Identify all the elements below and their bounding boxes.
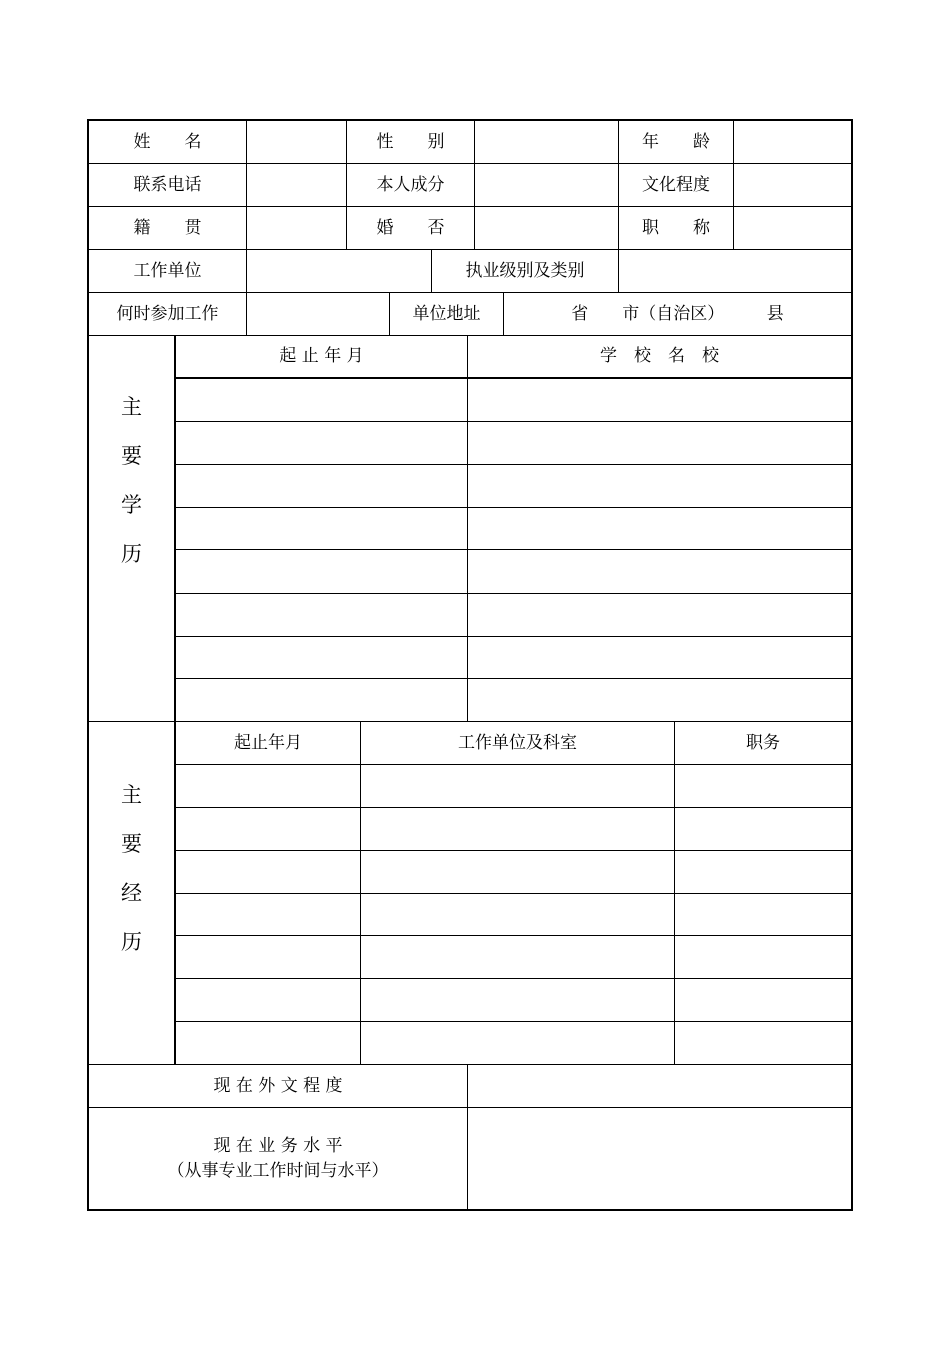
field-education-level[interactable] <box>734 164 851 206</box>
field-title[interactable] <box>734 207 851 249</box>
field-language-level[interactable] <box>468 1065 851 1107</box>
row-divider <box>175 893 851 894</box>
row-divider <box>175 507 851 508</box>
label-native-place: 籍 贯 <box>133 217 202 238</box>
section-divider <box>174 335 176 721</box>
label-married: 婚 否 <box>376 217 445 238</box>
row-divider <box>175 764 851 765</box>
exp-col-unit: 工作单位及科室 <box>458 732 577 753</box>
edu-col-period: 起 止 年 月 <box>279 346 364 367</box>
experience-section-label <box>89 769 174 969</box>
label-business-level <box>89 1108 467 1209</box>
field-class-origin[interactable] <box>475 164 618 206</box>
label-title: 职 称 <box>642 217 710 238</box>
field-married[interactable] <box>475 207 618 249</box>
label-name: 姓 名 <box>133 131 202 152</box>
label-language-level: 现 在 外 文 程 度 <box>213 1075 343 1096</box>
label-char: 要 <box>121 444 142 468</box>
field-work-unit[interactable] <box>247 250 431 292</box>
row-divider <box>175 1021 851 1022</box>
label-start-work: 何时参加工作 <box>116 303 219 324</box>
label-license: 执业级别及类别 <box>465 260 585 281</box>
label-char: 学 <box>121 493 142 517</box>
label-gender: 性 别 <box>376 131 445 152</box>
edu-col-school: 学 校 名 校 <box>600 346 719 367</box>
field-unit-address[interactable]: 省 市（自治区） 县 <box>571 303 784 324</box>
field-phone[interactable] <box>247 164 346 206</box>
label-char: 历 <box>121 930 142 954</box>
label-unit-address: 单位地址 <box>412 303 481 324</box>
label-work-unit: 工作单位 <box>133 260 202 281</box>
exp-col-period: 起止年月 <box>234 732 302 753</box>
field-age[interactable] <box>734 121 851 163</box>
label-char: 经 <box>121 881 142 905</box>
field-start-work[interactable] <box>247 293 389 335</box>
label-age: 年 龄 <box>642 131 710 152</box>
col-divider <box>467 335 468 721</box>
edu-header-divider <box>175 377 851 379</box>
business-label-line2: （从事专业工作时间与水平） <box>167 1160 389 1181</box>
row-divider <box>175 807 851 808</box>
row-divider <box>175 464 851 465</box>
row-divider <box>175 935 851 936</box>
field-native-place[interactable] <box>247 207 346 249</box>
row-divider <box>175 549 851 550</box>
business-label-line1: 现 在 业 务 水 平 <box>213 1136 343 1157</box>
label-education-level: 文化程度 <box>642 174 710 195</box>
label-char: 主 <box>121 395 142 419</box>
field-license[interactable] <box>619 250 851 292</box>
label-phone: 联系电话 <box>133 174 202 195</box>
row-divider <box>175 593 851 594</box>
education-section-label <box>89 381 174 581</box>
label-class-origin: 本人成分 <box>376 174 445 195</box>
row-divider <box>175 678 851 679</box>
row-divider <box>175 636 851 637</box>
field-gender[interactable] <box>475 121 618 163</box>
label-char: 历 <box>121 542 142 566</box>
label-char: 要 <box>121 832 142 856</box>
row-divider <box>175 421 851 422</box>
field-name[interactable] <box>247 121 346 163</box>
field-business-level[interactable] <box>468 1108 851 1209</box>
exp-col-duty: 职务 <box>746 732 780 753</box>
row-divider <box>175 978 851 979</box>
row-divider <box>175 850 851 851</box>
registration-form <box>87 119 853 1211</box>
label-char: 主 <box>121 783 142 807</box>
